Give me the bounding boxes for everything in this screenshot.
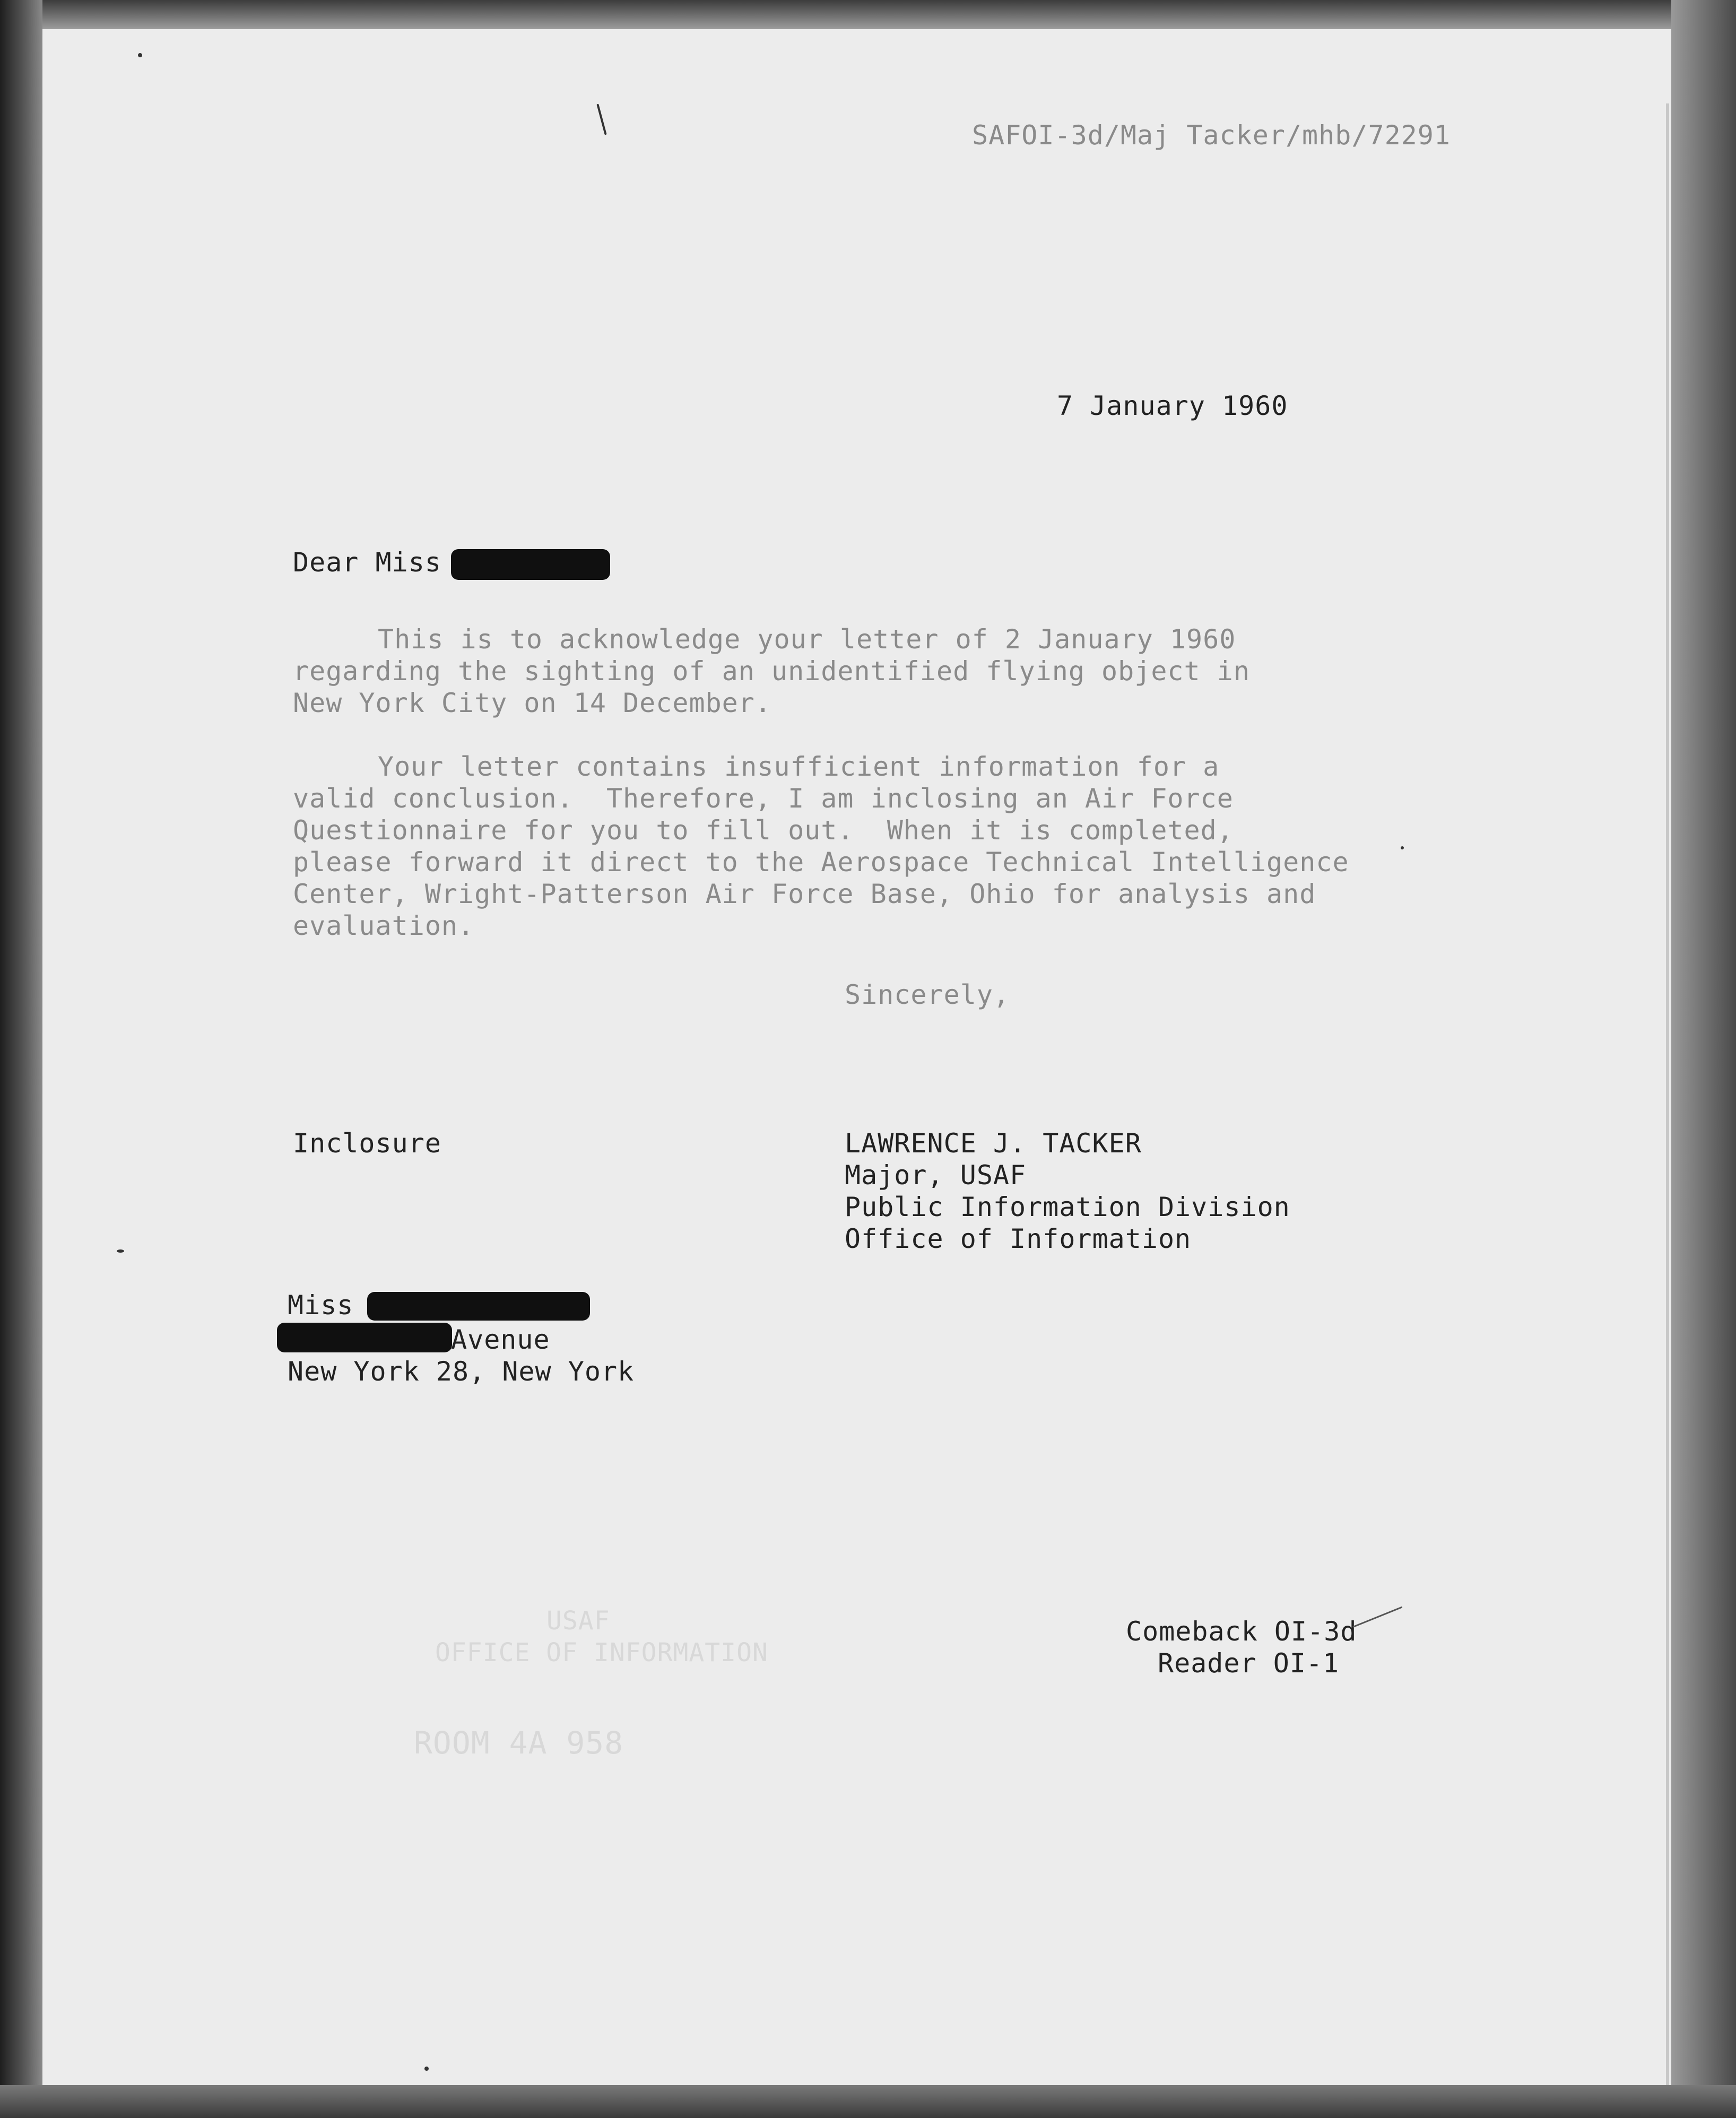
page-fold-line bbox=[1666, 103, 1669, 2088]
enclosure-label: Inclosure bbox=[293, 1128, 441, 1159]
signer-name: LAWRENCE J. TACKER bbox=[845, 1128, 1142, 1159]
redaction-salutation-name bbox=[451, 549, 610, 580]
salutation: Dear Miss bbox=[293, 547, 441, 578]
signer-division: Public Information Division bbox=[845, 1192, 1290, 1222]
signer-office: Office of Information bbox=[845, 1223, 1192, 1254]
letter-date: 7 January 1960 bbox=[1057, 390, 1288, 421]
scan-speck bbox=[596, 104, 606, 135]
scan-bottom-edge bbox=[0, 2085, 1736, 2118]
routing-reader: Reader OI-1 bbox=[1158, 1648, 1340, 1679]
routing-comeback: Comeback OI-3d bbox=[1126, 1616, 1357, 1647]
scan-top-edge bbox=[0, 0, 1736, 29]
signer-rank: Major, USAF bbox=[845, 1160, 1027, 1191]
scan-right-edge bbox=[1671, 0, 1736, 2118]
letter-page bbox=[42, 29, 1671, 2093]
paragraph-2-line: Center, Wright-Patterson Air Force Base, Ohio for analysis and bbox=[293, 879, 1316, 909]
scan-speck bbox=[117, 1249, 124, 1253]
paragraph-1-line: regarding the sighting of an unidentified flying object in bbox=[293, 656, 1250, 687]
paragraph-2-line: valid conclusion. Therefore, I am inclosing an Air Force bbox=[293, 783, 1234, 814]
address-street-suffix: Avenue bbox=[451, 1324, 550, 1355]
scan-left-edge bbox=[0, 0, 42, 2118]
reference-line: SAFOI-3d/Maj Tacker/mhb/72291 bbox=[972, 120, 1451, 151]
bleed-through-text: OFFICE OF INFORMATION bbox=[435, 1638, 768, 1668]
bleed-through-text: USAF bbox=[546, 1606, 610, 1636]
address-city-line: New York 28, New York bbox=[288, 1356, 635, 1387]
paragraph-2-line: please forward it direct to the Aerospace Technical Intelligence bbox=[293, 847, 1349, 878]
redaction-address-street bbox=[277, 1323, 452, 1352]
bleed-through-text: ROOM 4A 958 bbox=[414, 1725, 624, 1761]
closing: Sincerely, bbox=[845, 979, 1010, 1010]
scan-speck bbox=[1401, 846, 1404, 849]
check-mark bbox=[1352, 1607, 1402, 1628]
scan-speck bbox=[424, 2067, 429, 2071]
paragraph-2-line: Your letter contains insufficient information for a bbox=[378, 751, 1220, 782]
address-name-prefix: Miss bbox=[288, 1290, 354, 1321]
paragraph-2-line: Questionnaire for you to fill out. When it is completed, bbox=[293, 815, 1234, 846]
paragraph-1-line: New York City on 14 December. bbox=[293, 688, 771, 718]
paragraph-2-line: evaluation. bbox=[293, 910, 475, 941]
paragraph-1-line: This is to acknowledge your letter of 2 January 1960 bbox=[378, 624, 1236, 655]
scan-speck bbox=[138, 53, 142, 57]
redaction-address-name bbox=[367, 1292, 590, 1321]
